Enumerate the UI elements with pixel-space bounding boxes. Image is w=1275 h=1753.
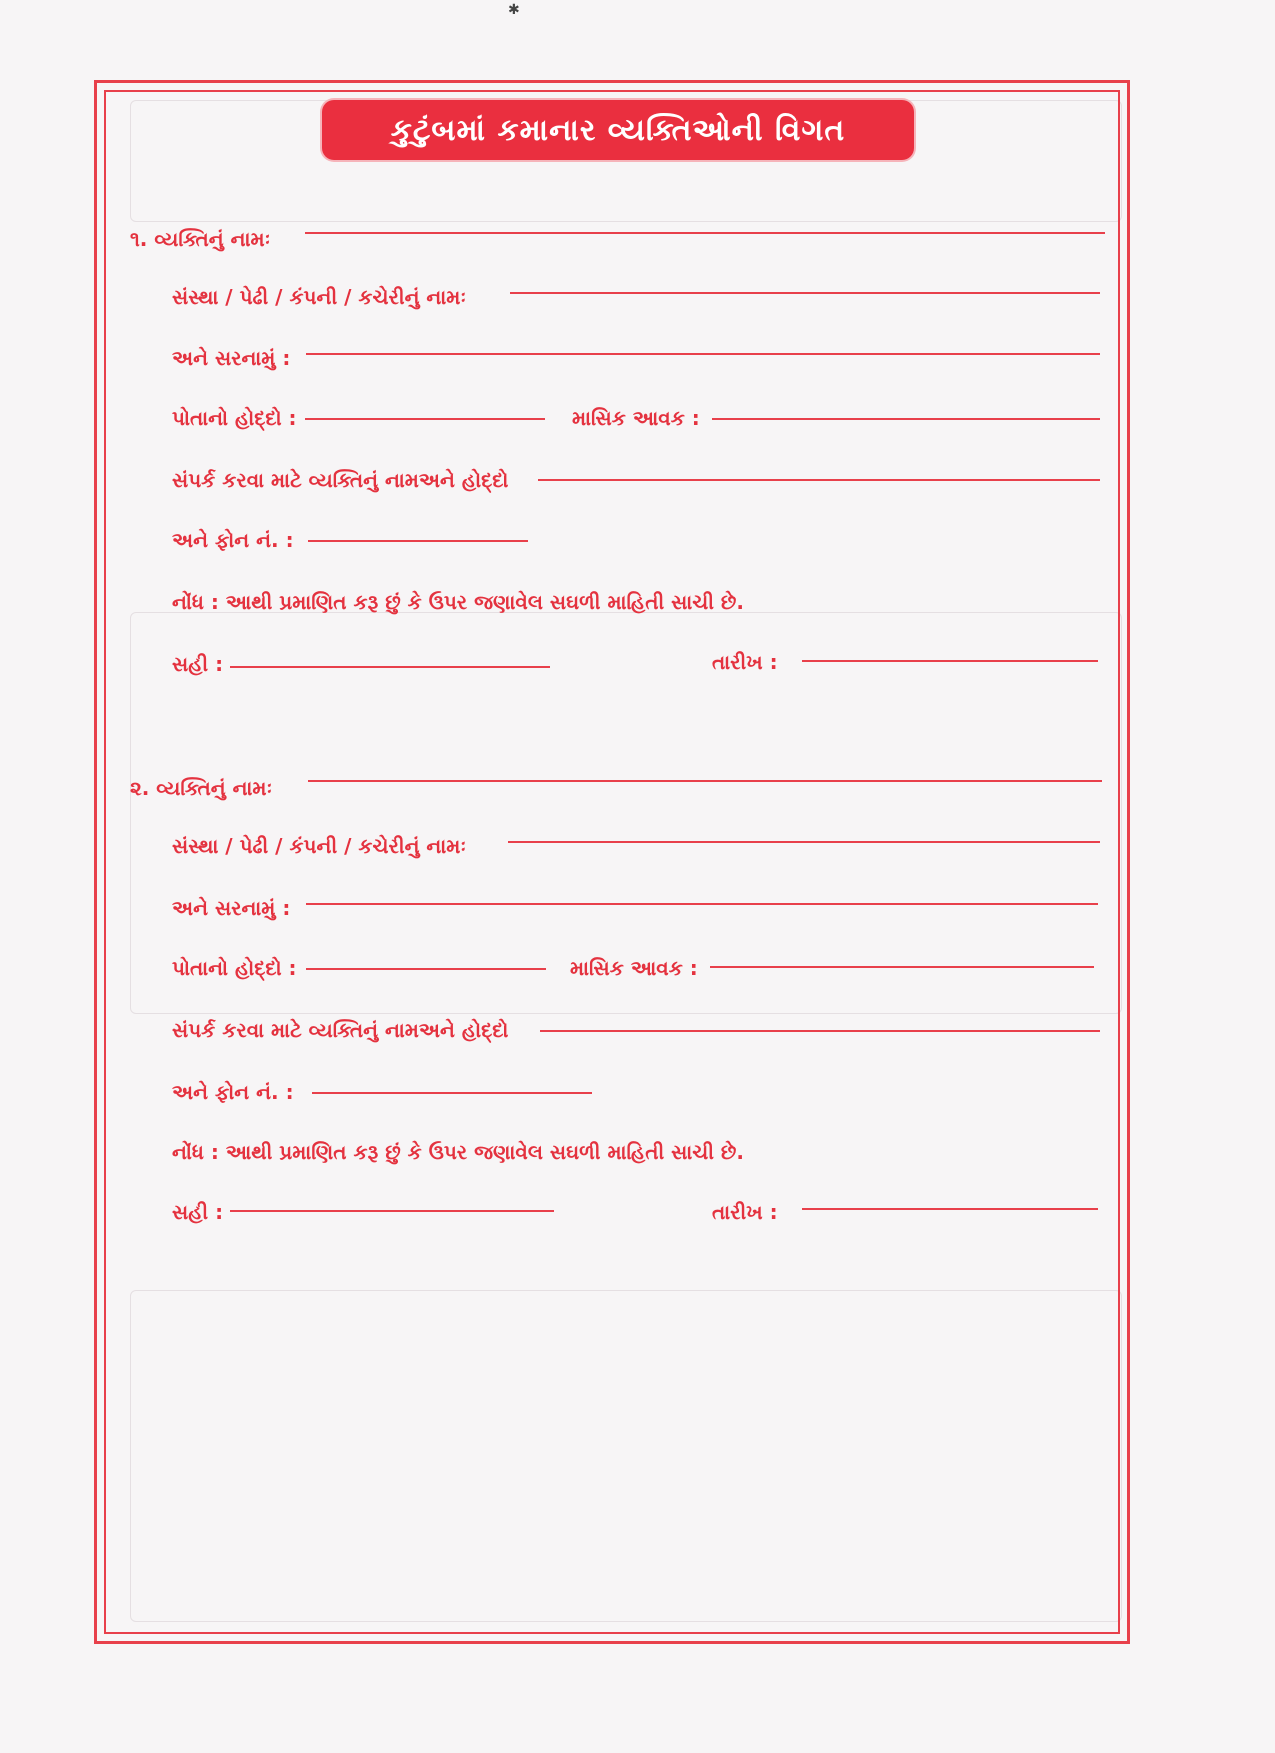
person1-designation-label: પોતાનો હોદ્દો : <box>172 406 297 430</box>
person2-phone-label: અને ફોન નં. : <box>172 1080 294 1104</box>
person2-name-label: ૨. વ્યક્તિનું નામઃ <box>130 776 273 800</box>
person1-name-line[interactable] <box>305 232 1105 234</box>
person1-name-label: ૧. વ્યક્તિનું નામઃ <box>130 227 271 251</box>
person2-designation-label: પોતાનો હોદ્દો : <box>172 956 297 980</box>
person1-date-label: તારીખ : <box>712 650 778 674</box>
person2-name-line[interactable] <box>308 780 1102 782</box>
person2-income-label: માસિક આવક : <box>570 956 698 980</box>
person2-address-line[interactable] <box>306 903 1098 905</box>
person2-income-line[interactable] <box>710 966 1094 968</box>
person2-signature-line[interactable] <box>230 1210 554 1212</box>
person2-designation-line[interactable] <box>306 968 546 970</box>
person2-contact-label: સંપર્ક કરવા માટે વ્યક્તિનું નામઅને હોદ્દો <box>172 1018 509 1042</box>
person1-contact-line[interactable] <box>538 479 1100 481</box>
person1-signature-line[interactable] <box>230 666 550 668</box>
person2-note: નોંધ : આથી પ્રમાણિત કરૂ છું કે ઉપર જણાવેલ સઘળી માહિતી સાચી છે. <box>172 1140 744 1164</box>
person1-org-line[interactable] <box>510 292 1100 294</box>
person1-phone-line[interactable] <box>308 540 528 542</box>
person1-income-label: માસિક આવક : <box>572 406 700 430</box>
person2-date-label: તારીખ : <box>712 1200 778 1224</box>
person2-contact-line[interactable] <box>540 1030 1100 1032</box>
person2-date-line[interactable] <box>802 1208 1098 1210</box>
person1-org-label: સંસ્થા / પેઢી / કંપની / કચેરીનું નામઃ <box>172 285 467 309</box>
person1-address-label: અને સરનામું : <box>172 346 291 370</box>
person2-phone-line[interactable] <box>312 1092 592 1094</box>
person1-date-line[interactable] <box>802 660 1098 662</box>
person1-address-line[interactable] <box>306 353 1100 355</box>
person1-income-line[interactable] <box>712 418 1100 420</box>
scan-speck: ✱ <box>508 2 520 18</box>
person2-address-label: અને સરનામું : <box>172 896 291 920</box>
person1-designation-line[interactable] <box>305 418 545 420</box>
inner-border <box>104 90 1120 1634</box>
person1-contact-label: સંપર્ક કરવા માટે વ્યક્તિનું નામઅને હોદ્દો <box>172 468 509 492</box>
page-title: કુટુંબમાં કમાનાર વ્યક્તિઓની વિગત <box>322 100 914 160</box>
person1-phone-label: અને ફોન નં. : <box>172 528 294 552</box>
person2-signature-label: સહી : <box>172 1200 224 1224</box>
person2-org-line[interactable] <box>508 841 1100 843</box>
person1-note: નોંધ : આથી પ્રમાણિત કરૂ છું કે ઉપર જણાવેલ સઘળી માહિતી સાચી છે. <box>172 590 744 614</box>
person1-signature-label: સહી : <box>172 652 224 676</box>
person2-org-label: સંસ્થા / પેઢી / કંપની / કચેરીનું નામઃ <box>172 834 467 858</box>
